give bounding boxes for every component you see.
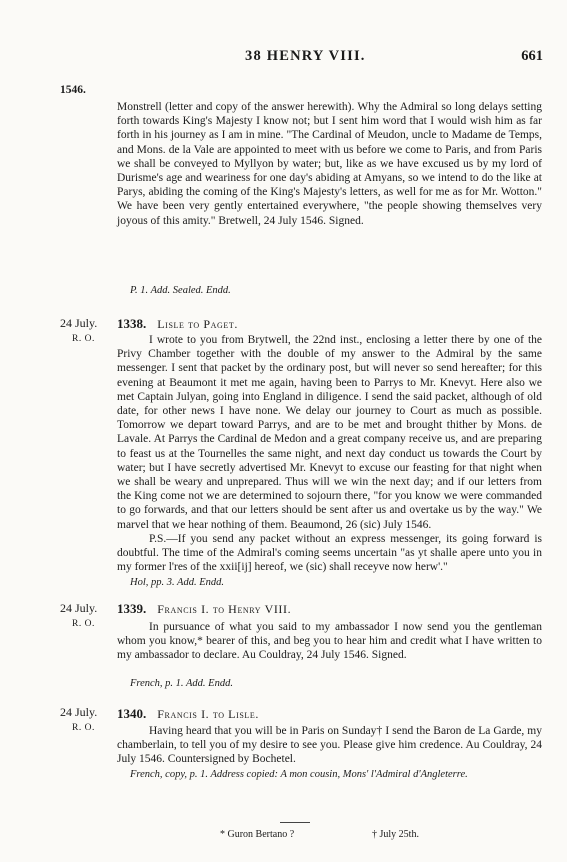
footnote-divider: [280, 822, 310, 823]
entry-1339-note: French, p. 1. Add. Endd.: [130, 678, 233, 689]
entry-1340-source: R. O.: [72, 723, 95, 733]
intro-paragraph: Monstrell (letter and copy of the answer herewith). Why the Admiral so long delays setting forth towards King's Majesty I know not; but I sent him word that I would wish him as far forth in his journey as I am in mine. "The Cardinal of Meudon, uncle to Madame de Temps, and Mons. de la Vale are appointed to meet with us before we come to Paris, and from Paris we shall be conveyed to Myllyon by water; but, like as we have excused us by my lord of Durisme's age and weariness for one day's abiding at Amyans, so we intend to do the like at Parys, abiding the coming of the King's Majesty's letters, as well for me as for Mr. Wotton." We have been very gently entertained everywhere, "the people showing themselves very joyous of this amity." Bretwell, 24 July 1546. Signed.: [117, 101, 542, 227]
entry-1339-title: Francis I. to Henry VIII.: [157, 602, 292, 616]
intro-note: P. 1. Add. Sealed. Endd.: [130, 285, 231, 296]
running-title: 38 HENRY VIII.: [245, 48, 366, 64]
entry-1338-heading: [117, 316, 238, 332]
page-header: [0, 48, 567, 68]
page-number: 661: [521, 48, 543, 64]
entry-1338-note: Hol, pp. 3. Add. Endd.: [130, 577, 225, 588]
footnotes: [0, 829, 567, 843]
entry-1340-note: French, copy, p. 1. Address copied: A mon cousin, Mons' l'Admiral d'Angleterre.: [130, 769, 468, 780]
entry-1339-date: 24 July.: [60, 601, 98, 615]
entry-1339-text: In pursuance of what you said to my ambassador I now send you the gentleman whom you know,* bearer of this, and beg you to hear him and credit what I have written to my ambassador to declare. Au Couldray, 24 July 1546. Signed.: [117, 621, 542, 662]
footnote-2: † July 25th.: [372, 829, 419, 840]
entry-1340-number: 1340.: [117, 706, 147, 721]
entry-1339-heading: [117, 601, 291, 617]
entry-1338-postscript: P.S.—If you send any packet without an express messenger, its going forward is doubtful. The time of the Admiral's coming seems uncertain "as yt shalle apere unto you in my former l'res of the xxii[ij] hereof, we (sic) shall receyve now herw'.": [117, 533, 542, 574]
entry-1340-title: Francis I. to Lisle.: [157, 707, 259, 721]
entry-1339-source: R. O.: [72, 619, 95, 629]
footnote-1: * Guron Bertano ?: [220, 829, 295, 840]
entry-1340-text: Having heard that you will be in Paris on Sunday† I send the Baron de La Garde, my chamberlain, to tell you of my desire to see you. Please give him credence. Au Couldray, 24 July 1546. Countersigned by Bochetel.: [117, 725, 542, 766]
entry-1340-heading: [117, 706, 259, 722]
entry-1340-date: 24 July.: [60, 705, 98, 719]
entry-1339-number: 1339.: [117, 601, 147, 616]
entry-1338-number: 1338.: [117, 316, 147, 331]
entry-1338-date: 24 July.: [60, 316, 98, 330]
entry-1338-title: Lisle to Paget.: [157, 317, 238, 331]
entry-1338-text: I wrote to you from Brytwell, the 22nd inst., enclosing a letter there by one of the Privy Chamber together with the double of my answer to the Admiral by the same messenger. I sent that packet by the ordinary post, but will never so send hereafter; for this evening at Beaumont it met me again, having been to Parrys to Mr. Knevyt. Here also we met Captain Julyan, going into England in diligence. I send the said packet, although of old date, for other news I have none. We delay our journey to Court as much as possible. Tomorrow we depart toward Parrys, and are to be met and brought thither by Mons. de Lavale. At Parrys the Cardinal de Medon and a great company receive us, and are preparing to feast us at the Tournelles the same night, and next day conduct us towards the Court by water; but I have secretly advertised Mr. Knevyt to excuse our feasting for that night when we shall be weary and unprepared. Thus will we win the next day; and if our letters from the King come not we are determined to sojourn there, "for you know we were commanded to go forwards, and that our letters should be sent after us and overtake us by the way." We marvel that we hear nothing of them. Beaumond, 26 (sic) July 1546.: [117, 334, 542, 531]
margin-year: 1546.: [60, 84, 86, 96]
entry-1338-source: R. O.: [72, 334, 95, 344]
